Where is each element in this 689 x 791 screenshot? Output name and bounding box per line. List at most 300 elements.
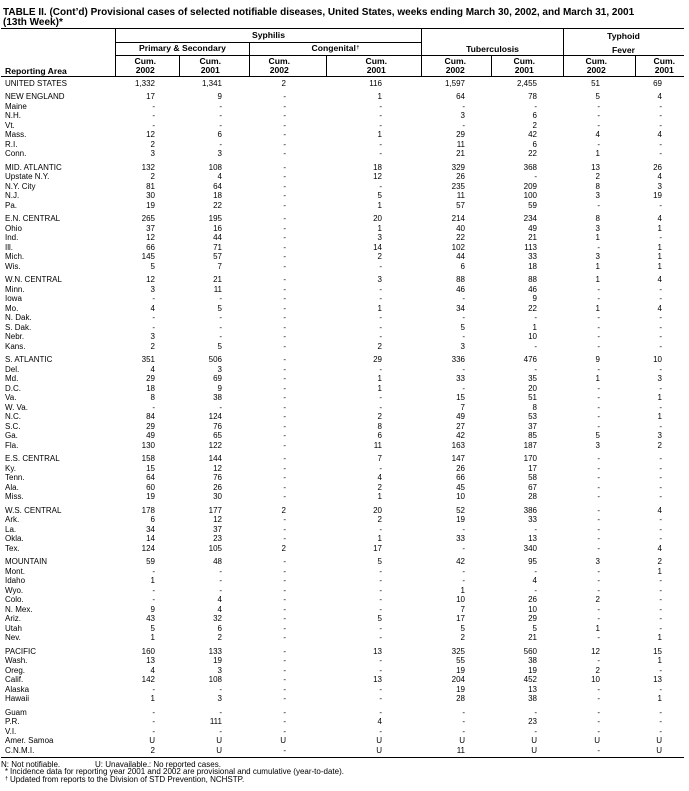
- ps-2001-cell: -: [219, 402, 222, 412]
- typhoid-2001-cell: -: [659, 322, 662, 332]
- tb-2001-cell: 13: [528, 684, 537, 694]
- ps-2001-cell: 5: [217, 341, 222, 351]
- legend-no-cases: - : No reported cases.: [144, 760, 221, 769]
- typhoid-2002-cell: -: [597, 139, 600, 149]
- typhoid-2001-cell: 2: [657, 557, 662, 566]
- table-row: [1, 313, 684, 323]
- tb-2002-cell: 19: [456, 665, 465, 675]
- ps-2002-cell: 3: [150, 332, 155, 341]
- tb-2002-cell: -: [462, 294, 465, 303]
- typhoid-2002-cell: -: [597, 412, 600, 421]
- typhoid-2002-cell: U: [594, 736, 600, 745]
- congenital-2002-cell: -: [283, 431, 286, 440]
- tb-2002-cell: U: [459, 736, 465, 745]
- typhoid-2001-cell: 1: [657, 566, 662, 576]
- reporting-area-cell: N.Y. City: [5, 181, 36, 191]
- cum-label: Cum.: [199, 55, 221, 66]
- congenital-2001-cell: -: [379, 111, 382, 120]
- ps-2002-cell: 2: [150, 139, 155, 149]
- dagger-footnote-mark: †: [356, 44, 360, 51]
- table-row: [1, 111, 684, 121]
- reporting-area-cell: Fla.: [5, 440, 19, 450]
- tb-2002-cell: 46: [456, 284, 465, 294]
- tb-2002-cell: 1,597: [444, 78, 465, 88]
- tb-2002-cell: 3: [460, 341, 465, 351]
- congenital-2001-cell: 12: [373, 172, 382, 181]
- typhoid-2002-cell: 1: [595, 623, 600, 633]
- ps-2001-cell: 5: [217, 303, 222, 313]
- tb-2001-cell: 2: [532, 120, 537, 130]
- congenital-2002-cell: -: [283, 534, 286, 543]
- table-row: [1, 746, 684, 756]
- table-row: [1, 191, 684, 201]
- reporting-area-cell: Mass.: [5, 130, 27, 139]
- congenital-2002-cell: -: [283, 139, 286, 149]
- ps-2002-cell: 18: [146, 383, 155, 393]
- ps-2002-cell: 37: [146, 223, 155, 233]
- tb-2001-cell: -: [534, 341, 537, 351]
- reporting-area-cell: N. Dak.: [5, 313, 32, 322]
- congenital-2001-cell: 5: [377, 191, 382, 200]
- congenital-2001-cell: -: [379, 595, 382, 604]
- typhoid-2001-cell: 3: [657, 431, 662, 440]
- typhoid-2001-cell: 1: [657, 656, 662, 665]
- congenital-2002-cell: -: [283, 223, 286, 233]
- tb-2002-cell: 214: [451, 214, 465, 223]
- ps-2002-cell: 4: [150, 665, 155, 675]
- tb-2002-cell: 64: [456, 92, 465, 101]
- table-row: [1, 285, 684, 295]
- typhoid-2002-cell: -: [597, 543, 600, 553]
- table-row: [1, 332, 684, 342]
- table-row: [1, 304, 684, 314]
- ps-2001-cell: 30: [213, 492, 222, 501]
- ps-2001-cell: 71: [213, 242, 222, 252]
- table-title: [3, 8, 634, 28]
- ps-2002-cell: 158: [141, 454, 155, 463]
- table-row: [1, 515, 684, 525]
- ps-2002-cell: -: [152, 595, 155, 604]
- table-row: [1, 595, 684, 605]
- table-row: [1, 727, 684, 737]
- typhoid-2001-cell: -: [659, 707, 662, 717]
- reporting-area-cell: Oreg.: [5, 665, 26, 675]
- congenital-2001-cell: -: [379, 604, 382, 614]
- congenital-2001-cell: 5: [377, 614, 382, 623]
- tb-2002-cell: 57: [456, 200, 465, 210]
- congenital-2002-cell: -: [283, 633, 286, 642]
- typhoid-2001-cell: 26: [653, 162, 662, 172]
- typhoid-2002-cell: -: [597, 566, 600, 576]
- typhoid-2002-cell: 3: [595, 223, 600, 233]
- tb-2002-cell: -: [462, 566, 465, 576]
- tb-2001-cell: 340: [523, 543, 537, 553]
- ps-2002-cell: 160: [141, 646, 155, 656]
- typhoid-2001-cell: -: [659, 120, 662, 130]
- typhoid-2001-cell: -: [659, 149, 662, 158]
- tb-2002-cell: 21: [456, 149, 465, 158]
- typhoid-2001-cell: -: [659, 294, 662, 303]
- table-row: [1, 605, 684, 615]
- reporting-area-cell: Amer. Samoa: [5, 736, 54, 745]
- congenital-2001-cell: 20: [373, 214, 382, 223]
- ps-2002-cell: 49: [146, 431, 155, 440]
- table-row: [1, 586, 684, 596]
- reporting-area-cell: MOUNTAIN: [5, 557, 48, 566]
- ps-2002-cell: U: [149, 736, 155, 745]
- congenital-2002-cell: -: [283, 120, 286, 130]
- cum-year: 2001: [514, 64, 534, 75]
- congenital-2002-cell: -: [283, 275, 286, 284]
- typhoid-2002-cell: -: [597, 313, 600, 322]
- table-row: [1, 252, 684, 262]
- reporting-area-cell: Calif.: [5, 675, 24, 684]
- table-row-region: [1, 79, 684, 89]
- typhoid-2001-cell: -: [659, 684, 662, 694]
- table-row-region: [1, 214, 684, 224]
- congenital-2001-cell: 2: [377, 341, 382, 351]
- typhoid-2001-cell: -: [659, 111, 662, 120]
- typhoid-2002-cell: -: [597, 534, 600, 543]
- ps-2002-cell: 4: [150, 364, 155, 374]
- ps-2001-cell: -: [219, 111, 222, 120]
- typhoid-2001-cell: 1: [657, 412, 662, 421]
- typhoid-2002-cell: 5: [595, 431, 600, 440]
- tb-2002-cell: -: [462, 524, 465, 534]
- reporting-area-cell: Del.: [5, 364, 20, 374]
- congenital-2001-cell: 4: [377, 473, 382, 482]
- typhoid-2002-cell: -: [597, 604, 600, 614]
- tb-2002-cell: -: [462, 101, 465, 111]
- table-row: [1, 624, 684, 634]
- tb-2001-cell: 452: [523, 675, 537, 684]
- congenital-2002-cell: -: [283, 557, 286, 566]
- congenital-2002-cell: -: [283, 149, 286, 158]
- reporting-area-cell: C.N.M.I.: [5, 745, 35, 755]
- table-row: [1, 717, 684, 727]
- ps-2001-cell: 6: [217, 623, 222, 633]
- tb-2002-cell: 26: [456, 172, 465, 181]
- tb-2002-cell: 28: [456, 694, 465, 703]
- table-row: [1, 140, 684, 150]
- table-row: [1, 483, 684, 493]
- tb-2001-cell: 59: [528, 200, 537, 210]
- reporting-area-cell: UNITED STATES: [5, 78, 67, 88]
- table-row-region: [1, 92, 684, 102]
- cum-year: 2001: [366, 64, 386, 75]
- typhoid-2002-cell: 12: [591, 646, 600, 656]
- table-row-region: [1, 647, 684, 657]
- cum-year: 2001: [200, 64, 220, 75]
- typhoid-2001-cell: 1: [657, 252, 662, 261]
- ps-2001-cell: 4: [217, 604, 222, 614]
- congenital-2002-cell: -: [283, 261, 286, 271]
- congenital-2002-cell: -: [283, 623, 286, 633]
- typhoid-2001-cell: 4: [657, 214, 662, 223]
- congenital-2002-cell: -: [283, 101, 286, 111]
- ps-2002-cell: -: [152, 294, 155, 303]
- ps-2002-cell: 19: [146, 492, 155, 501]
- congenital-2002-cell: -: [283, 364, 286, 374]
- typhoid-2001-cell: -: [659, 623, 662, 633]
- reporting-area-cell: Conn.: [5, 149, 27, 158]
- reporting-area-cell: Okla.: [5, 534, 24, 543]
- typhoid-2001-cell: -: [659, 717, 662, 726]
- tb-2002-cell: 5: [460, 322, 465, 332]
- congenital-2001-cell: 13: [373, 646, 382, 656]
- congenital-2002-cell: -: [283, 421, 286, 431]
- tb-2002-cell: -: [462, 726, 465, 736]
- tb-2002-cell: 52: [456, 505, 465, 515]
- ps-2001-cell: 4: [217, 595, 222, 604]
- tb-2002-cell: -: [462, 332, 465, 341]
- reporting-area-cell: W.S. CENTRAL: [5, 505, 62, 515]
- cum-label: Cum.: [444, 55, 466, 66]
- tb-2001-cell: 38: [528, 656, 537, 665]
- typhoid-2001-cell: U: [656, 745, 662, 755]
- reporting-area-cell: Ohio: [5, 223, 22, 233]
- table-row: [1, 172, 684, 182]
- congenital-2001-cell: -: [379, 322, 382, 332]
- tb-2001-cell: 2,455: [516, 78, 537, 88]
- tb-2001-cell: 85: [528, 431, 537, 440]
- typhoid-2002-cell: 1: [595, 303, 600, 313]
- table-row: [1, 365, 684, 375]
- tb-2002-cell: 147: [451, 454, 465, 463]
- tb-2001-cell: 368: [523, 162, 537, 172]
- ps-2002-cell: -: [152, 726, 155, 736]
- header-tuberculosis: Tuberculosis: [466, 43, 519, 54]
- ps-2001-cell: 133: [208, 646, 222, 656]
- typhoid-2002-cell: -: [597, 383, 600, 393]
- ps-2002-cell: 351: [141, 355, 155, 364]
- tb-2002-cell: -: [462, 120, 465, 130]
- congenital-2002-cell: U: [280, 736, 286, 745]
- ps-2002-cell: 12: [146, 275, 155, 284]
- congenital-2001-cell: 11: [373, 440, 382, 450]
- ps-2001-cell: 3: [217, 149, 222, 158]
- tb-2001-cell: 22: [528, 149, 537, 158]
- reporting-area-cell: E.S. CENTRAL: [5, 454, 60, 463]
- ps-2001-cell: 64: [213, 181, 222, 191]
- reporting-area-cell: Ga.: [5, 431, 18, 440]
- ps-2002-cell: 1: [150, 576, 155, 585]
- tb-2002-cell: -: [462, 707, 465, 717]
- congenital-2002-cell: -: [283, 694, 286, 703]
- tb-2001-cell: -: [534, 524, 537, 534]
- tb-2002-cell: 27: [456, 421, 465, 431]
- congenital-2001-cell: -: [379, 332, 382, 341]
- table-row: [1, 243, 684, 253]
- tb-2001-cell: 20: [528, 383, 537, 393]
- typhoid-2001-cell: -: [659, 665, 662, 675]
- typhoid-2002-cell: -: [597, 614, 600, 623]
- ps-2001-cell: 65: [213, 431, 222, 440]
- ps-2002-cell: -: [152, 585, 155, 595]
- congenital-2001-cell: -: [379, 284, 382, 294]
- typhoid-2002-cell: 1: [595, 275, 600, 284]
- typhoid-2001-cell: 19: [653, 191, 662, 200]
- ps-2001-cell: 69: [213, 374, 222, 383]
- table-bottom-rule: [1, 757, 684, 758]
- typhoid-2002-cell: -: [597, 707, 600, 717]
- footnote-text: Updated from reports to the Division of STD Prevention, NCHSTP.: [10, 774, 245, 784]
- typhoid-2002-cell: 3: [595, 252, 600, 261]
- typhoid-2001-cell: 4: [657, 505, 662, 515]
- congenital-2001-cell: -: [379, 576, 382, 585]
- table-row: [1, 441, 684, 451]
- ps-2001-cell: 21: [213, 275, 222, 284]
- reporting-area-cell: Miss.: [5, 492, 24, 501]
- tb-2001-cell: U: [531, 745, 537, 755]
- header-congenital-2001: [326, 57, 421, 78]
- congenital-2002-cell: -: [283, 191, 286, 200]
- congenital-2001-cell: 1: [377, 200, 382, 210]
- congenital-2002-cell: -: [283, 463, 286, 473]
- typhoid-2001-cell: -: [659, 284, 662, 294]
- ps-2002-cell: 124: [141, 543, 155, 553]
- ps-2001-cell: 6: [217, 130, 222, 139]
- tb-2002-cell: 102: [451, 242, 465, 252]
- ps-2002-cell: 1: [150, 694, 155, 703]
- table-row: [1, 666, 684, 676]
- table-title-main: TABLE II. (Cont’d) Provisional cases of selected notifiable diseases, United States, weeks ending March 30, 2002, and March 31, 2001: [3, 6, 635, 18]
- reporting-area-cell: Hawaii: [5, 694, 30, 703]
- tb-2002-cell: -: [462, 383, 465, 393]
- congenital-2001-cell: 3: [377, 233, 382, 242]
- ps-2001-cell: 108: [208, 162, 222, 172]
- tb-2002-cell: 88: [456, 275, 465, 284]
- header-congenital-label: Congenital: [311, 43, 356, 53]
- congenital-2002-cell: -: [283, 566, 286, 576]
- typhoid-2002-cell: -: [597, 402, 600, 412]
- tb-2001-cell: 209: [523, 181, 537, 191]
- tb-2002-cell: 163: [451, 440, 465, 450]
- table-row: [1, 431, 684, 441]
- reporting-area-cell: Nev.: [5, 633, 21, 642]
- table-row: [1, 544, 684, 554]
- congenital-2002-cell: -: [283, 172, 286, 181]
- ps-2001-cell: 177: [208, 505, 222, 515]
- reporting-area-cell: Upstate N.Y.: [5, 172, 50, 181]
- congenital-2002-cell: -: [283, 294, 286, 303]
- ps-2002-cell: -: [152, 717, 155, 726]
- congenital-2001-cell: 2: [377, 515, 382, 524]
- reporting-area-cell: Idaho: [5, 576, 26, 585]
- typhoid-2001-cell: -: [659, 585, 662, 595]
- tb-2001-cell: 28: [528, 492, 537, 501]
- table-row: [1, 656, 684, 666]
- typhoid-2002-cell: -: [597, 393, 600, 402]
- tb-2001-cell: 10: [528, 332, 537, 341]
- table-row: [1, 323, 684, 333]
- tb-2001-cell: -: [534, 172, 537, 181]
- typhoid-2002-cell: -: [597, 505, 600, 515]
- typhoid-2001-cell: 2: [657, 440, 662, 450]
- congenital-2001-cell: -: [379, 261, 382, 271]
- ps-2001-cell: 76: [213, 473, 222, 482]
- congenital-2001-cell: 14: [373, 242, 382, 252]
- ps-2002-cell: 130: [141, 440, 155, 450]
- congenital-2002-cell: -: [283, 646, 286, 656]
- ps-2001-cell: -: [219, 322, 222, 332]
- typhoid-2001-cell: -: [659, 139, 662, 149]
- reporting-area-cell: N.C.: [5, 412, 21, 421]
- tb-2001-cell: 88: [528, 275, 537, 284]
- reporting-area-cell: Tex.: [5, 543, 20, 553]
- typhoid-2002-cell: -: [597, 473, 600, 482]
- reporting-area-cell: N.J.: [5, 191, 20, 200]
- tb-2001-cell: 19: [528, 665, 537, 675]
- tb-2001-cell: 560: [523, 646, 537, 656]
- ps-2001-cell: 122: [208, 440, 222, 450]
- table-row: [1, 121, 684, 131]
- ps-2002-cell: 64: [146, 473, 155, 482]
- ps-2002-cell: 13: [146, 656, 155, 665]
- table-row-region: [1, 557, 684, 567]
- reporting-area-cell: NEW ENGLAND: [5, 92, 65, 101]
- tb-2001-cell: -: [534, 313, 537, 322]
- congenital-2001-cell: 7: [377, 454, 382, 463]
- table-row-region: [1, 506, 684, 516]
- table-row: [1, 233, 684, 243]
- ps-2001-cell: -: [219, 684, 222, 694]
- reporting-area-cell: Mich.: [5, 252, 25, 261]
- typhoid-2002-cell: 1: [595, 149, 600, 158]
- cum-year: 2002: [586, 64, 606, 75]
- reporting-area-cell: Ala.: [5, 482, 19, 492]
- ps-2001-cell: 108: [208, 675, 222, 684]
- typhoid-2001-cell: -: [659, 473, 662, 482]
- ps-2001-cell: 12: [213, 463, 222, 473]
- ps-2002-cell: 43: [146, 614, 155, 623]
- typhoid-2001-cell: -: [659, 402, 662, 412]
- ps-2001-cell: -: [219, 585, 222, 595]
- typhoid-2002-cell: -: [597, 585, 600, 595]
- congenital-2002-cell: -: [283, 665, 286, 675]
- ps-2001-cell: 3: [217, 364, 222, 374]
- typhoid-2002-cell: 3: [595, 191, 600, 200]
- asterisk-footnote-mark: *: [4, 767, 8, 777]
- header-syphilis: Syphilis: [252, 29, 285, 40]
- footnotes: [1, 761, 684, 783]
- header-typhoid-2002: [563, 57, 635, 78]
- congenital-2001-cell: -: [379, 566, 382, 576]
- tb-2001-cell: 95: [528, 557, 537, 566]
- congenital-2001-cell: -: [379, 393, 382, 402]
- congenital-2001-cell: -: [379, 726, 382, 736]
- tb-2001-cell: -: [534, 726, 537, 736]
- congenital-2001-cell: -: [379, 120, 382, 130]
- typhoid-2002-cell: -: [597, 684, 600, 694]
- congenital-2001-cell: 2: [377, 482, 382, 492]
- typhoid-2001-cell: 1: [657, 261, 662, 271]
- table-header: [1, 28, 684, 77]
- congenital-2002-cell: -: [283, 393, 286, 402]
- typhoid-2001-cell: 13: [653, 675, 662, 684]
- reporting-area-cell: Ind.: [5, 233, 19, 242]
- ps-2001-cell: 23: [213, 534, 222, 543]
- typhoid-2001-cell: -: [659, 313, 662, 322]
- congenital-2002-cell: -: [283, 492, 286, 501]
- ps-2002-cell: 2: [150, 341, 155, 351]
- header-top-rule: [1, 28, 684, 29]
- reporting-area-cell: Ariz.: [5, 614, 21, 623]
- typhoid-2002-cell: -: [597, 341, 600, 351]
- ps-2001-cell: 48: [213, 557, 222, 566]
- table-row-region: [1, 163, 684, 173]
- ps-2002-cell: -: [152, 111, 155, 120]
